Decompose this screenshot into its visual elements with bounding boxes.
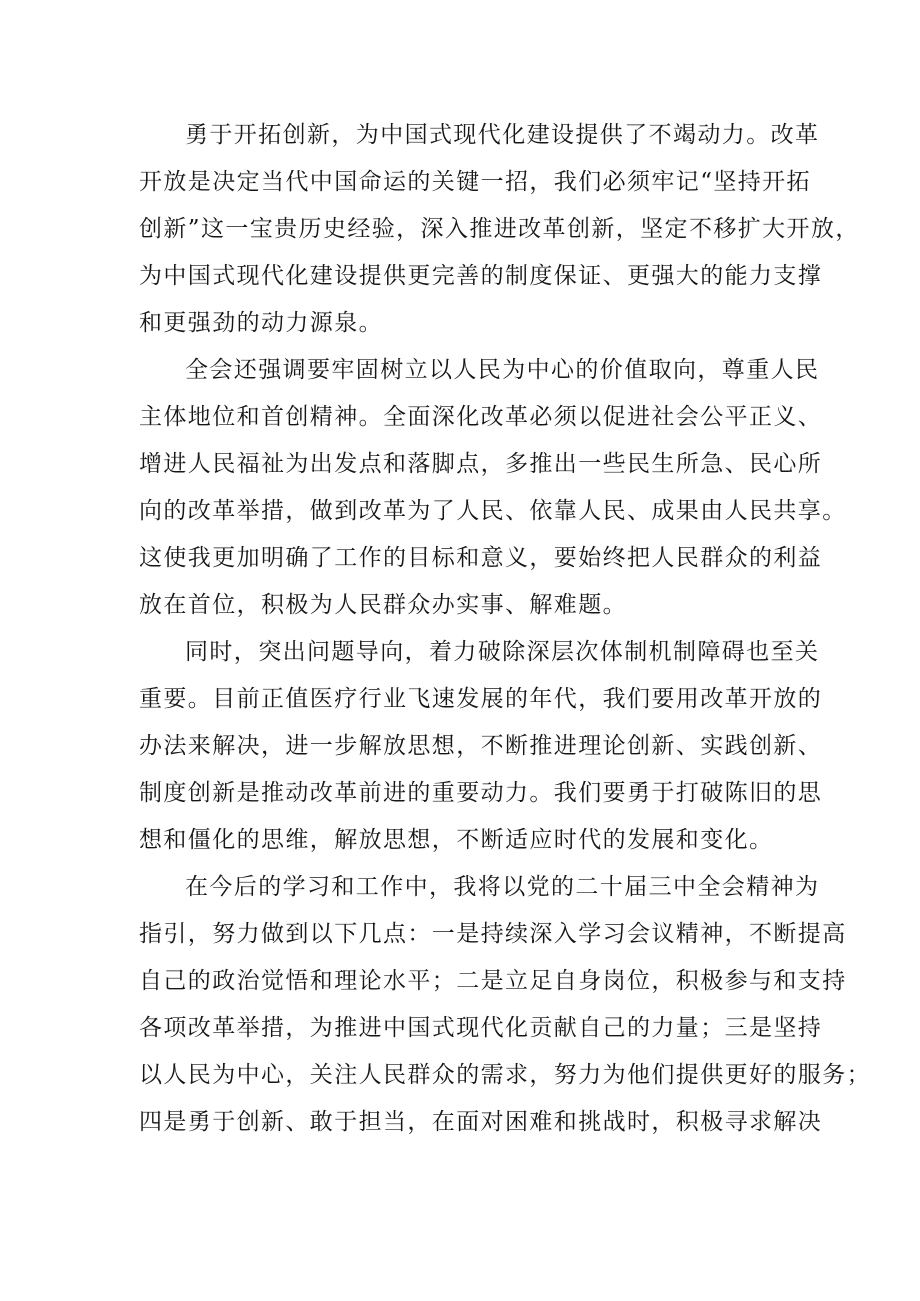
text-line: 向的改革举措，做到改革为了人民、依靠人民、成果由人民共享。 [139,498,847,524]
paragraph-3 [139,629,823,864]
text-line: 同时，突出问题导向，着力破除深层次体制机制障碍也至关 [185,639,820,665]
paragraph-1 [139,112,860,347]
text-line: 这使我更加明确了工作的目标和意义，要始终把人民群众的利益 [139,545,823,571]
paragraph-2 [139,347,847,629]
text-line: 四是勇于创新、敢于担当，在面对困难和挑战时，积极寻求解决 [139,1109,823,1135]
text-line: 为中国式现代化建设提供更完善的制度保证、更强大的能力支撑 [139,263,823,289]
text-line: 放在首位，积极为人民群众办实事、解难题。 [139,592,627,618]
text-line: 开放是决定当代中国命运的关键一招，我们必须牢记“坚持开拓 [139,169,811,195]
paragraph-4 [139,864,871,1146]
text-line: 创新”这一宝贵历史经验，深入推进改革创新，坚定不移扩大开放， [139,216,860,242]
text-line: 想和僵化的思维，解放思想，不断适应时代的发展和变化。 [139,827,774,853]
text-line: 和更强劲的动力源泉。 [139,310,383,336]
text-line: 办法来解决，进一步解放思想，不断推进理论创新、实践创新、 [139,733,823,759]
text-line: 以人民为中心，关注人民群众的需求，努力为他们提供更好的服务； [139,1062,871,1088]
document-body [139,112,871,1146]
text-line: 勇于开拓创新，为中国式现代化建设提供了不竭动力。改革 [185,122,820,148]
text-line: 增进人民福祉为出发点和落脚点，多推出一些民生所急、民心所 [139,451,823,477]
text-line: 指引，努力做到以下几点：一是持续深入学习会议精神，不断提高 [139,921,847,947]
text-line: 自己的政治觉悟和理论水平；二是立足自身岗位，积极参与和支持 [139,968,847,994]
text-line: 各项改革举措，为推进中国式现代化贡献自己的力量；三是坚持 [139,1015,823,1041]
text-line: 全会还强调要牢固树立以人民为中心的价值取向，尊重人民 [185,357,820,383]
text-line: 在今后的学习和工作中，我将以党的二十届三中全会精神为 [185,874,820,900]
text-line: 制度创新是推动改革前进的重要动力。我们要勇于打破陈旧的思 [139,780,823,806]
text-line: 重要。目前正值医疗行业飞速发展的年代，我们要用改革开放的 [139,686,823,712]
text-line: 主体地位和首创精神。全面深化改革必须以促进社会公平正义、 [139,404,823,430]
